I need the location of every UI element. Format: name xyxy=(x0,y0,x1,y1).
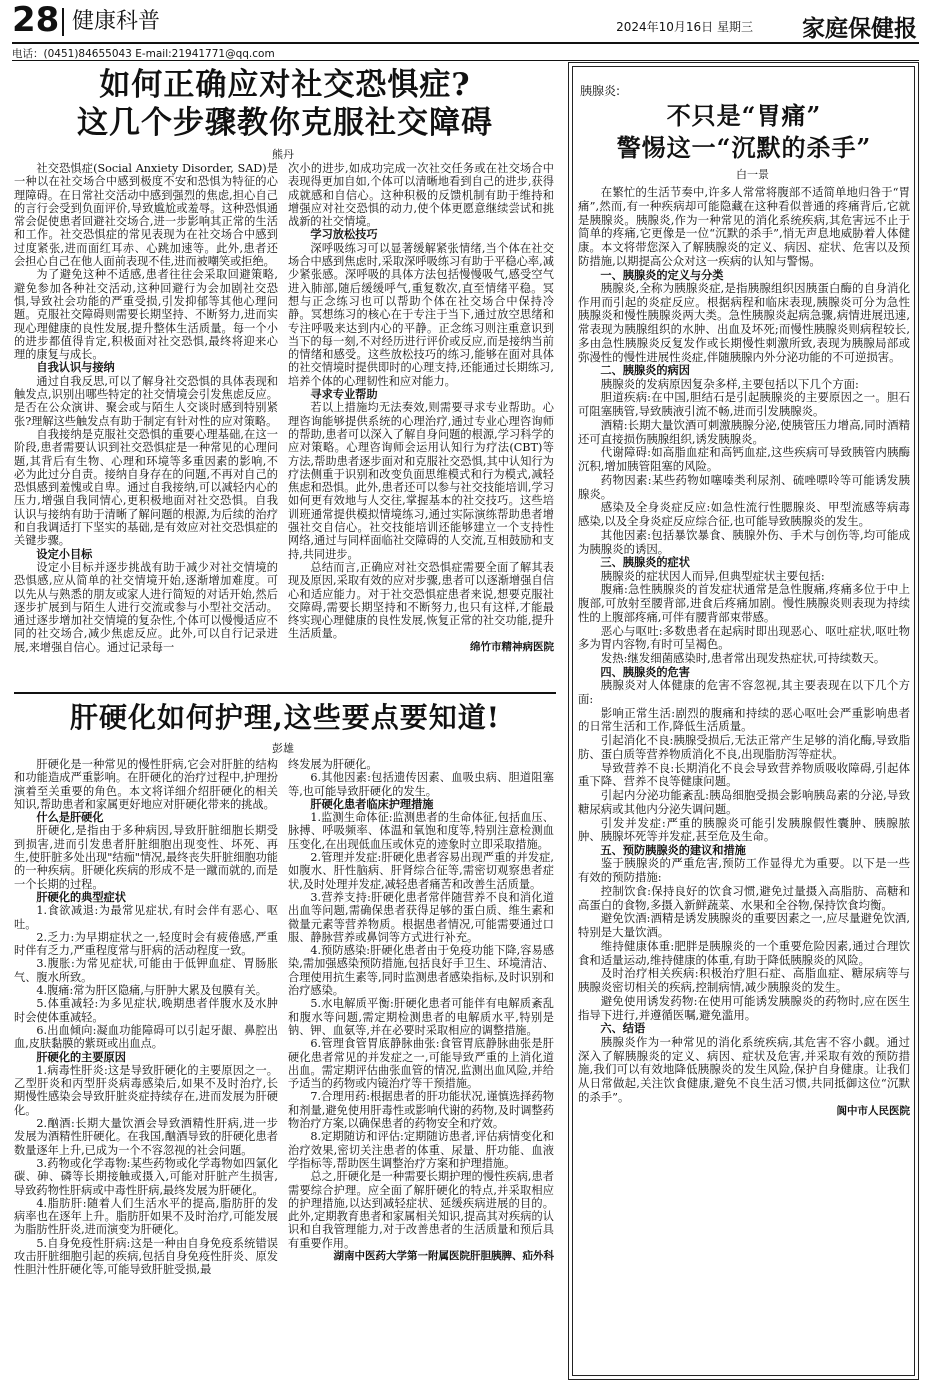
article3-kicker: 胰腺炎: xyxy=(580,84,621,98)
paragraph: 4.预防感染:肝硬化患者由于免疫功能下降,容易感染,需加强感染预防措施,包括良好手卫生、环境清洁、合理使用抗生素等,同时监测患者感染指标,及时识别和治疗感染。 xyxy=(288,944,554,998)
paragraph: 4.腹痛:常为肝区隐痛,与肝肿大累及包膜有关。 xyxy=(36,984,267,998)
paragraph: 肝硬化是一种常见的慢性肝病,它会对肝脏的结构和功能造成严重影响。在肝硬化的治疗过程中,护理扮演着至关重要的角色。本文将详细介绍肝硬化的相关知识,帮助患者和家属更好地应对肝硬化带来的挑战。 xyxy=(14,758,278,811)
article3-body xyxy=(578,186,910,1364)
page-number: 28 xyxy=(12,0,60,40)
paragraph: 次小的进步,如成功完成一次社交任务或在社交场合中表现得更加自如,个体可以清晰地看到自己的进步,获得成就感和自信心。这种积极的反馈机制有助于维持和增强应对社交恐惧的动力,使个体更愿意继续尝试和挑战新的社交情境。 xyxy=(288,162,554,229)
issue-date: 2024年10月16日 星期三 xyxy=(616,20,753,34)
paragraph: 导致营养不良:长期消化不良会导致营养物质吸收障碍,引起体重下降、营养不良等健康问题。 xyxy=(578,760,910,789)
header-rule xyxy=(12,42,919,44)
paragraph: 总结而言,正确应对社交恐惧症需要全面了解其表现及原因,采取有效的应对步骤,患者可以逐渐增强自信心和适应能力。对于社交恐惧症患者来说,想要克服社交障碍,需要长期坚持和不断努力,也只有这样,才能最终实现心理健康的良性发展,恢复正常的社交功能,提升生活质量。 xyxy=(288,560,554,641)
paragraph: 8.定期随访和评估:定期随访患者,评估病情变化和治疗效果,密切关注患者的体重、尿量、肝功能、血液学指标等,帮助医生调整治疗方案和护理措施。 xyxy=(288,1130,554,1170)
paragraph: 肝硬化,是指由于多种病因,导致肝脏细胞长期受到损害,进而引发患者肝脏细胞出现变性、坏死、再生,使肝脏多处出现"结痂"情况,最终丧失肝脏细胞功能的一种疾病。肝硬化疾病的形成不是一蹴而就的,而是一个长期的过程。 xyxy=(14,824,278,891)
paragraph: 及时治疗相关疾病:积极治疗胆石症、高脂血症、糖尿病等与胰腺炎密切相关的疾病,控制病情,减少胰腺炎的发生。 xyxy=(578,966,910,995)
paragraph: 胆道疾病:在中国,胆结石是引起胰腺炎的主要原因之一。胆石可阻塞胰管,导致胰液引流不畅,进而引发胰腺炎。 xyxy=(578,390,910,419)
subheading: 六、结语 xyxy=(600,1021,646,1036)
subheading: 什么是肝硬化 xyxy=(36,810,104,825)
article3-title-line2: 警惕这一“沉默的杀手” xyxy=(616,133,872,162)
paragraph: 避免使用诱发药物:在使用可能诱发胰腺炎的药物时,应在医生指导下进行,并遵循医嘱,避免滥用。 xyxy=(578,993,910,1022)
subheading: 二、胰腺炎的病因 xyxy=(600,363,690,378)
paragraph: 引起内分泌功能紊乱:胰岛细胞受损会影响胰岛素的分泌,导致糖尿病或其他内分泌失调问题。 xyxy=(578,788,910,816)
paragraph: 酒精:长期大量饮酒可刺激胰腺分泌,使胰管压力增高,同时酒精还可直接损伤胰腺组织,诱发胰腺炎。 xyxy=(578,417,910,446)
paragraph: 恶心与呕吐:多数患者在起病时即出现恶心、呕吐症状,呕吐物多为胃内容物,有时可呈褐色。 xyxy=(578,623,910,652)
paragraph: 终发展为肝硬化。 xyxy=(288,758,378,771)
article3-title xyxy=(576,100,912,164)
article3-title-line1: 不只是“胃痛” xyxy=(666,101,822,130)
paragraph: 5.自身免疫性肝病:这是一种由自身免疫系统错误攻击肝脏细胞引起的疾病,包括自身免疫性肝炎、原发性胆汁性肝硬化等,可能导致肝脏受损,最 xyxy=(14,1236,278,1277)
article1-source: 绵竹市精神病医院 xyxy=(470,640,554,653)
paragraph: 1.食欲减退:为最常见症状,有时会伴有恶心、呕吐。 xyxy=(14,904,278,931)
paragraph: 3.腹胀:为常见症状,可能由于低钾血症、胃肠胀气、腹水所致。 xyxy=(14,957,278,984)
paragraph: 维持健康体重:肥胖是胰腺炎的一个重要危险因素,通过合理饮食和适量运动,维持健康的体重,有助于降低胰腺炎的风险。 xyxy=(578,938,910,967)
paragraph: 胰腺炎的症状因人而异,但典型症状主要包括: xyxy=(600,568,825,583)
contact-info: 电话：(0451)84655043 E-mail:21941771@qq.com xyxy=(12,48,275,60)
subheading: 寻求专业帮助 xyxy=(310,387,378,402)
paragraph: 1.监测生命体征:监测患者的生命体征,包括血压、脉搏、呼吸频率、体温和氧饱和度等,特别注意检测血压变化,在出现低血压或休克的迹象时立即采取措施。 xyxy=(288,811,554,851)
paragraph: 在繁忙的生活节奏中,许多人常常将腹部不适简单地归咎于“胃痛”,然而,有一种疾病却可能隐藏在这种看似普通的疼痛背后,它就是胰腺炎。胰腺炎,作为一种常见的消化系统疾病,其危害远不止于简单的疼痛,它更像是一位“沉默的杀手”,悄无声息地威胁着人体健康。本文将带您深入了解胰腺炎的定义、病因、症状、危害以及预防措施,以期提高公众对这一疾病的认知与警惕。 xyxy=(578,186,910,268)
paragraph: 其他因素:包括暴饮暴食、胰腺外伤、手术与创伤等,均可能成为胰腺炎的诱因。 xyxy=(578,527,910,556)
section-name: 健康科普 xyxy=(72,9,161,34)
article2-title: 肝硬化如何护理,这些要点要知道! xyxy=(69,701,501,734)
paragraph: 4.脂肪肝:随着人们生活水平的提高,脂肪肝的发病率也在逐年上升。脂肪肝如果不及时治疗,可能发展为脂肪性肝炎,进而演变为肝硬化。 xyxy=(14,1196,278,1237)
paragraph: 引起消化不良:胰腺受损后,无法正常产生足够的消化酶,导致脂肪、蛋白质等营养物质消化不良,出现脂肪泻等症状。 xyxy=(578,733,910,761)
paragraph: 6.其他因素:包括遗传因素、血吸虫病、胆道阻塞等,也可能导致肝硬化的发生。 xyxy=(288,771,554,798)
paragraph: 6.出血倾向:凝血功能障碍可以引起牙龈、鼻腔出血,皮肤黏膜的紫斑或出血点。 xyxy=(14,1023,278,1051)
paragraph: 胰腺炎的发病原因复杂多样,主要包括以下几个方面: xyxy=(600,376,859,391)
paragraph: 深呼吸练习可以显著缓解紧张情绪,当个体在社交场合中感到焦虑时,采取深呼吸练习有助于平稳心率,减少紧张感。深呼吸的具体方法包括慢慢吸气,感受空气进入肺部,随后缓缓呼气,重复数次,直至情绪平稳。冥想与正念练习也可以帮助个体在社交场合中保持冷静。冥想练习的核心在于专注于当下,通过放空思绪和专注呼吸来达到内心的平静。正念练习则注重意识到当下的每一刻,不对经历进行评价或反应,而是接纳当前的情绪和感受。这些放松技巧的练习,能够在面对具体的社交情境时提供即时的心理支持,还能通过长期练习,培养个体的心理韧性和应对能力。 xyxy=(288,241,554,388)
subheading: 一、胰腺炎的定义与分类 xyxy=(600,267,724,282)
paragraph: 控制饮食:保持良好的饮食习惯,避免过量摄入高脂肪、高糖和高蛋白的食物,多摄入新鲜蔬菜、水果和全谷物,保持饮食均衡。 xyxy=(578,883,910,912)
paragraph: 避免饮酒:酒精是诱发胰腺炎的重要因素之一,应尽量避免饮酒,特别是大量饮酒。 xyxy=(578,911,910,940)
article3-author: 白一景 xyxy=(736,168,769,181)
paragraph: 腹痛:急性胰腺炎的首发症状通常是急性腹痛,疼痛多位于中上腹部,可放射至腰背部,进食后疼痛加剧。慢性胰腺炎则表现为持续性的上腹部疼痛,可伴有腰背部束带感。 xyxy=(578,582,910,624)
paragraph: 社交恐惧症(Social Anxiety Disorder, SAD)是一种以在社交场合中感到极度不安和恐惧为特征的心理障碍。在日常社交活动中感到强烈的焦虑,担心自己的言行会受到负面评价,导致尴尬或羞辱。这种恐惧通常会促使患者回避社交场合,进一步影响其正常的生活和工作。社交恐惧症的常见表现为在社交场合中感到过度紧张,进而面红耳赤、心跳加速等。此外,患者还会担心自己在他人面前表现不佳,进而被嘲笑或拒绝。 xyxy=(14,162,278,269)
article1-title xyxy=(20,66,550,142)
paragraph: 2.管理并发症:肝硬化患者容易出现严重的并发症,如腹水、肝性脑病、肝肾综合征等,需密切观察患者症状,及时处理并发症,减轻患者痛苦和改善生活质量。 xyxy=(288,851,554,891)
article1-col1 xyxy=(14,162,278,684)
subheading: 五、预防胰腺炎的建议和措施 xyxy=(600,843,746,858)
paragraph: 感染及全身炎症反应:如急性流行性腮腺炎、甲型流感等病毒感染,以及全身炎症反应综合征,也可能导致胰腺炎的发生。 xyxy=(578,500,910,529)
article-divider xyxy=(14,692,556,694)
paragraph: 发热:继发细菌感染时,患者常出现发热症状,可持续数天。 xyxy=(600,651,886,666)
paragraph: 引发并发症:严重的胰腺炎可能引发胰腺假性囊肿、胰腺脓肿、胰腺坏死等并发症,甚至危及生命。 xyxy=(578,815,910,844)
paragraph: 6.管理食管胃底静脉曲张:食管胃底静脉曲张是肝硬化患者常见的并发症之一,可能导致严重的上消化道出血。需定期评估曲张血管的情况,监测出血风险,并给予适当的药物或内镜治疗等干预措施。 xyxy=(288,1037,554,1091)
paragraph: 胰腺炎作为一种常见的消化系统疾病,其危害不容小觑。通过深入了解胰腺炎的定义、病因、症状及危害,并采取有效的预防措施,我们可以有效地降低胰腺炎的发生风险,保护自身健康。让我们从日常做起,关注饮食健康,避免不良生活习惯,共同抵御这位“沉默的杀手”。 xyxy=(578,1034,910,1104)
paragraph: 影响正常生活:剧烈的腹痛和持续的恶心呕吐会严重影响患者的日常生活和工作,降低生活质量。 xyxy=(578,705,910,734)
subheading: 自我认识与接纳 xyxy=(36,360,115,375)
article-source: 湖南中医药大学第一附属医院肝胆胰脾、疝外科 xyxy=(333,1249,554,1262)
subheading: 学习放松技巧 xyxy=(310,227,378,242)
subheading: 三、胰腺炎的症状 xyxy=(600,555,690,570)
paragraph: 5.水电解质平衡:肝硬化患者可能伴有电解质紊乱和腹水等问题,需定期检测患者的电解质水平,特别是钠、钾、血氨等,并在必要时采取相应的调整措施。 xyxy=(288,997,554,1037)
article1-col2 xyxy=(288,162,554,684)
header-separator xyxy=(62,8,64,36)
article-source: 阆中市人民医院 xyxy=(836,1104,910,1117)
header-rule-thin xyxy=(12,60,919,61)
subheading: 肝硬化的主要原因 xyxy=(36,1049,126,1064)
subheading: 四、胰腺炎的危害 xyxy=(600,664,690,679)
paragraph: 总之,肝硬化是一种需要长期护理的慢性疾病,患者需要综合护理。应全面了解肝硬化的特点,并采取相应的护理措施,以达到减轻症状、延缓疾病进展的目的。此外,定期教育患者和家属相关知识,提高其对疾病的认识和自我管理能力,对于改善患者的生活质量和预后具有重要作用。 xyxy=(288,1170,554,1250)
paragraph: 若以上措施均无法奏效,则需要寻求专业帮助。心理咨询能够提供系统的心理治疗,通过专业心理咨询师的帮助,患者可以深入了解自身问题的根源,学习科学的应对策略。心理咨询师会运用认知行为疗法(CBT)等方法,帮助患者逐步面对和克服社交恐惧,其中认知行为疗法侧重于识别和改变负面思维模式和行为模式,减轻焦虑和恐惧。此外,患者还可以参与社交技能培训,学习如何更有效地与人交往,掌握基本的社交技巧。这些培训班通常提供模拟情境练习,通过实际演练帮助患者增强社交自信心。社交技能培训还能够建立一个支持性网络,通过与同样面临社交障碍的人交流,互相鼓励和支持,共同进步。 xyxy=(288,401,554,561)
subheading: 肝硬化的典型症状 xyxy=(36,889,126,904)
paragraph: 为了避免这种不适感,患者往往会采取回避策略,避免参加各种社交活动,这种回避行为会加剧社交恐惧,导致社会功能的严重受损,引发抑郁等其他心理问题。克服社交障碍则需要长期坚持、不断努力,进而实现心理健康的良性发展,提升整体生活质量。每一个小的进步都值得肯定,积极面对社交恐惧,最终将迎来心理的康复与成长。 xyxy=(14,268,278,362)
article2-col2 xyxy=(288,758,554,1378)
paragraph: 1.病毒性肝炎:这是导致肝硬化的主要原因之一。乙型肝炎和丙型肝炎病毒感染后,如果不及时治疗,长期慢性感染会导致肝脏炎症持续存在,进而发展为肝硬化。 xyxy=(14,1063,278,1117)
paragraph: 药物因素:某些药物如噻嗪类利尿剂、硫唑嘌呤等可能诱发胰腺炎。 xyxy=(578,472,910,501)
paragraph: 5.体重减轻:为多见症状,晚期患者伴腹水及水肿时会使体重减轻。 xyxy=(14,997,278,1024)
paragraph: 胰腺炎对人体健康的危害不容忽视,其主要表现在以下几个方面: xyxy=(578,678,910,706)
subheading: 肝硬化患者临床护理措施 xyxy=(310,796,434,811)
paragraph: 胰腺炎,全称为胰腺炎症,是指胰腺组织因胰蛋白酶的自身消化作用而引起的炎症反应。根据病程和临床表现,胰腺炎可分为急性胰腺炎和慢性胰腺炎两大类。急性胰腺炎起病急骤,病情进展迅速,常表现为胰腺组织的水肿、出血及坏死;而慢性胰腺炎则病程较长,多由急性胰腺炎反复发作或长期慢性刺激所致,表现为胰腺局部或弥漫性的慢性进展性炎症,伴随胰腺内外分泌功能的不可逆损害。 xyxy=(578,280,910,364)
paragraph: 通过自我反思,可以了解身社交恐惧的具体表现和触发点,识别出哪些特定的社交情境会引发焦虑反应。是否在公众演讲、聚会或与陌生人交谈时感到特别紧张?理解这些触发点有助于制定有针对性的应对策略。 xyxy=(14,374,278,428)
paragraph: 7.合理用药:根据患者的肝功能状况,谨慎选择药物和剂量,避免使用肝毒性或影响代谢的药物,及时调整药物治疗方案,以确保患者的药物安全和疗效。 xyxy=(288,1090,554,1131)
article2-col1 xyxy=(14,758,278,1378)
paragraph: 2.酗酒:长期大量饮酒会导致酒精性肝病,进一步发展为酒精性肝硬化。在我国,酗酒导致的肝硬化患者数量逐年上升,已成为一个不容忽视的社会问题。 xyxy=(14,1117,278,1157)
paragraph: 代谢障碍:如高脂血症和高钙血症,这些疾病可导致胰管内胰酶沉积,增加胰管阻塞的风险。 xyxy=(578,445,910,474)
article2-author: 彭雄 xyxy=(272,742,294,755)
article1-title-line2: 这几个步骤教你克服社交障碍 xyxy=(77,105,493,141)
newspaper-name: 家庭保健报 xyxy=(802,15,917,42)
paragraph: 鉴于胰腺炎的严重危害,预防工作显得尤为重要。以下是一些有效的预防措施: xyxy=(578,856,910,885)
subheading: 设定小目标 xyxy=(36,546,93,561)
paragraph: 2.乏力:为早期症状之一,轻度时会有疲倦感,严重时伴有乏力,严重程度常与肝病的活动程度一致。 xyxy=(14,930,278,958)
article1-author: 熊丹 xyxy=(272,148,294,161)
paragraph: 3.营养支持:肝硬化患者常伴随营养不良和消化道出血等问题,需确保患者获得足够的蛋白质、维生素和微量元素等营养物质。根据患者情况,可能需要通过口服、静脉营养或鼻饲等方式进行补充。 xyxy=(288,890,554,944)
paragraph: 设定小目标并逐步挑战有助于减少对社交情境的恐惧感,应从简单的社交情境开始,逐渐增加难度。可以先从与熟悉的朋友或家人进行简短的对话开始,然后逐步扩展到与陌生人进行交流或参与小型社交活动。通过逐步增加社交情境的复杂性,个体可以慢慢适应不同的社交场合,减少焦虑反应。此外,可以自行记录进展,来增强自信心。通过记录每一 xyxy=(14,560,278,654)
paragraph: 3.药物或化学毒物:某些药物或化学毒物如四氯化碳、砷、磷等长期接触或摄入,可能对肝脏产生损害,导致药物性肝病或中毒性肝病,最终发展为肝硬化。 xyxy=(14,1156,278,1197)
paragraph: 自我接纳是克服社交恐惧的重要心理基础,在这一阶段,患者需要认识到社交恐惧症是一种常见的心理问题,其背后有生物、心理和环境等多重因素的影响,不必为此过分自责。接纳自身存在的问题,不再对自己的恐惧感到羞愧或自卑。通过自我接纳,可以减轻内心的压力,增强自我同情心,更积极地面对社交恐惧。自我认识与接纳有助于清晰了解问题的根源,为后续的治疗和自我调适打下坚实的基础,是有效应对社交恐惧症的关键步骤。 xyxy=(14,427,278,548)
article1-title-line1: 如何正确应对社交恐惧症? xyxy=(99,67,471,103)
